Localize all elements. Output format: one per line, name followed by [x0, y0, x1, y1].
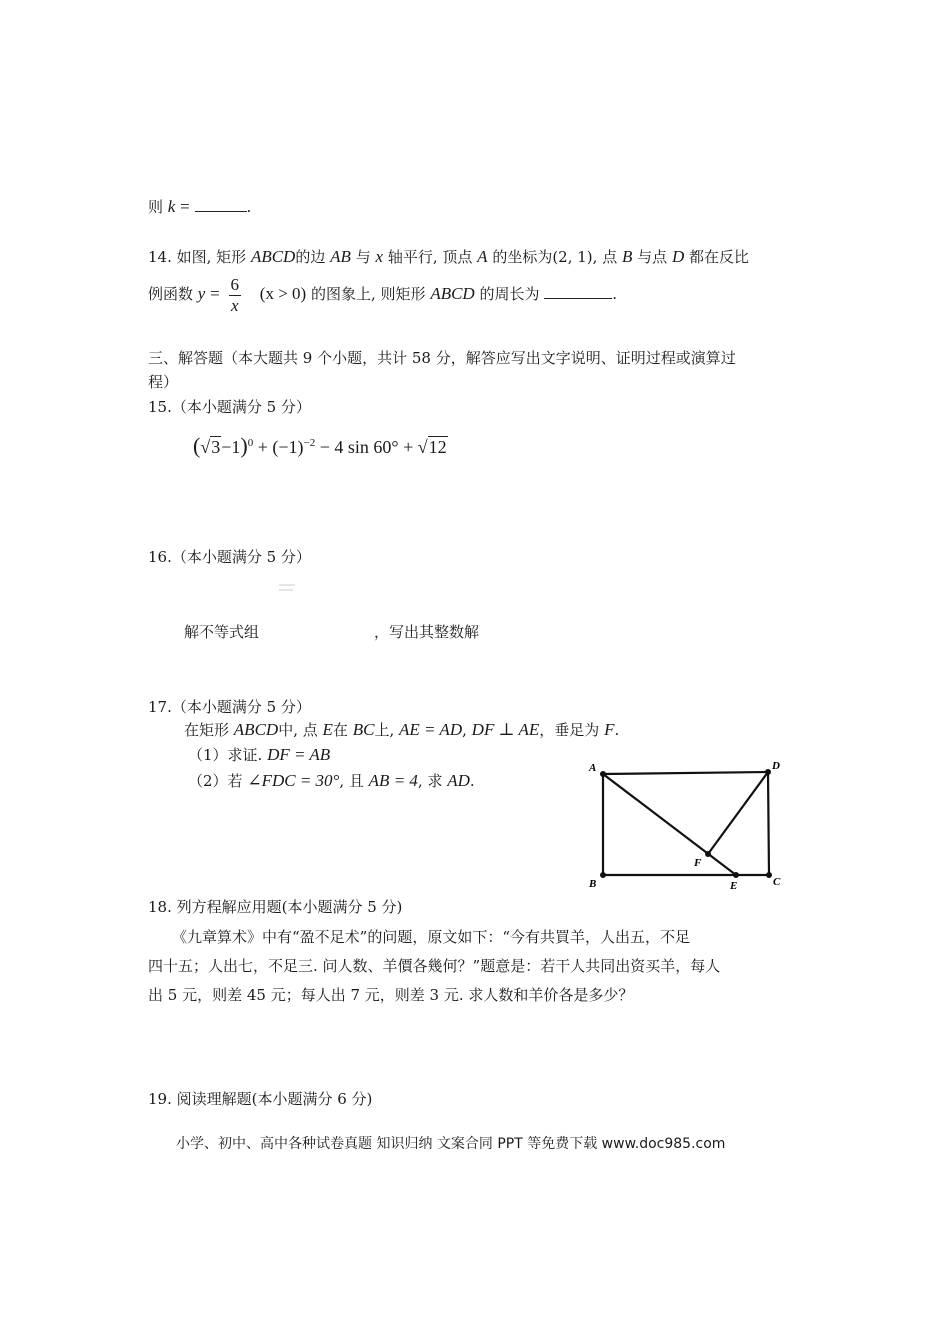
rect-ABCD: ABCD [233, 720, 279, 739]
q17-text: ，垂足为 [539, 721, 600, 739]
rect-ABCD: ABCD [430, 284, 475, 303]
exponent-zero: 0 [247, 437, 254, 449]
q14-line-1 [148, 246, 749, 268]
plus-sign: + [257, 437, 268, 457]
q17-text: 在 [332, 721, 348, 739]
eq-DF-AB: DF = AB [267, 745, 331, 764]
q14-text: 的坐标为(2, 1), 点 [492, 248, 618, 266]
q15-expression: $(√3-1)^0 + (-1)^{-2} - 4$ sin 60° + √12 [193, 433, 447, 458]
minus-one: −1 [221, 437, 241, 457]
point-E: E [322, 720, 333, 739]
q14-text: 的图象上, 则矩形 [310, 285, 426, 303]
q17-line-1 [184, 719, 619, 741]
point-B: B [621, 247, 633, 266]
q14-line-2: 例函数 y = $\frac{6}{x}$ (x > 0) 的图象上, 则矩形 ABCD 的周长为 . [148, 274, 618, 315]
plus-sign: + [403, 437, 414, 457]
q14-text: 与 [355, 248, 371, 266]
q19-label: 19. 阅读理解题(本小题满分 6 分) [148, 1090, 373, 1108]
fraction-denominator: x [230, 295, 239, 315]
footer-download-notice: 小学、初中、高中各种试卷真题 知识归纳 文案合同 PPT 等免费下载 www.doc985.com [176, 1136, 726, 1152]
q18-line-1: 《九章算术》中有“盈不足术”的问题，原文如下：“今有共買羊，人出五，不足 [172, 928, 691, 946]
segment-DF [708, 772, 768, 854]
q17-text: 在矩形 [184, 721, 230, 739]
q17-text: , [462, 721, 467, 739]
label-C: C [773, 876, 781, 888]
q17-part-2 [188, 770, 475, 792]
vertex-F [705, 851, 711, 857]
point-A: A [477, 247, 488, 266]
section-heading-line-2: 程） [148, 373, 179, 391]
vertex-C [766, 872, 772, 878]
label-F: F [694, 857, 702, 869]
minus-sign: − [319, 437, 330, 457]
q14-text: 轴平行, 顶点 [387, 248, 473, 266]
answer-blank [195, 197, 247, 212]
vertex-E [733, 872, 739, 878]
segment-AE [603, 774, 736, 875]
q16-label: 16.（本小题满分 5 分） [148, 548, 311, 566]
point-F: F [604, 720, 615, 739]
side-AB: AB [330, 247, 351, 266]
domain-condition: (x > 0) [259, 284, 307, 303]
q16-text-b: ，写出其整数解 [374, 623, 480, 641]
equals-sign: = [210, 284, 220, 303]
q17-text: , 求 [417, 772, 443, 790]
q17-text: , 且 [339, 772, 364, 790]
sqrt-3: 3 [211, 437, 221, 457]
q17-text: （2）若 [188, 772, 243, 790]
vertex-B [600, 872, 606, 878]
var-k: k [167, 197, 176, 216]
q13-prefix: 则 [148, 198, 164, 216]
point-D: D [671, 247, 685, 266]
rect-ABCD: ABCD [250, 247, 296, 266]
q14-text: 的边 [295, 248, 326, 266]
equals-sign: = [180, 197, 190, 216]
q17-part-1 [188, 744, 330, 766]
vertex-A [600, 771, 606, 777]
exponent-neg2: −2 [303, 437, 316, 449]
label-B: B [589, 878, 597, 890]
q13-answer-line: 则 k = . [148, 197, 252, 216]
perp-DF-AE: DF ⊥ AE [471, 720, 540, 739]
vertex-D [765, 769, 771, 775]
sqrt-12: 12 [428, 437, 447, 457]
var-x: x [375, 247, 384, 266]
eq-AB-4: AB = 4 [368, 771, 418, 790]
q15-label: 15.（本小题满分 5 分） [148, 398, 311, 416]
edge-DC [768, 772, 769, 875]
q18-line-2: 四十五；人出七，不足三. 问人数、羊價各幾何？”题意是：若干人共同出资买羊，每人 [148, 957, 721, 975]
q14-text: 的周长为 [479, 285, 540, 303]
angle-FDC: ∠FDC = 30° [247, 771, 340, 790]
negative-one: (−1) [272, 437, 304, 457]
edge-AD [603, 772, 768, 774]
var-y: y [197, 284, 206, 303]
fraction-6-over-x [229, 275, 242, 316]
q18-line-3: 出 5 元，则差 45 元；每人出 7 元，则差 3 元. 求人数和羊价各是多少？ [148, 986, 634, 1004]
answer-blank [544, 284, 612, 299]
q14-text: 都在反比 [689, 248, 750, 266]
q16-text-a: 解不等式组 [184, 623, 260, 641]
q17-label: 17.（本小题满分 5 分） [148, 698, 311, 716]
q14-text: 14. 如图, 矩形 [148, 248, 247, 266]
q14-text: 例函数 [148, 285, 194, 303]
q17-text: 中, 点 [278, 721, 318, 739]
four-sin-60: 4 sin 60° [334, 437, 399, 457]
rectangle-figure [580, 755, 790, 895]
section-heading-line-1: 三、解答题（本大题共 9 个小题，共计 58 分，解答应写出文字说明、证明过程或演算过 [148, 349, 736, 367]
label-D: D [772, 760, 780, 772]
q17-text: （1）求证. [188, 746, 263, 764]
q17-text: 上, [374, 721, 395, 739]
fraction-numerator: 6 [230, 274, 239, 294]
side-BC: BC [352, 720, 375, 739]
label-A: A [589, 762, 597, 774]
q17-text: . [614, 721, 620, 739]
q17-text: . [469, 772, 475, 790]
inequality-system-image [278, 580, 296, 592]
side-AD: AD [447, 771, 470, 790]
q14-text: 与点 [637, 248, 668, 266]
label-E: E [730, 880, 738, 892]
q18-label: 18. 列方程解应用题(本小题满分 5 分) [148, 898, 403, 916]
eq-AE-AD: AE = AD [399, 720, 463, 739]
